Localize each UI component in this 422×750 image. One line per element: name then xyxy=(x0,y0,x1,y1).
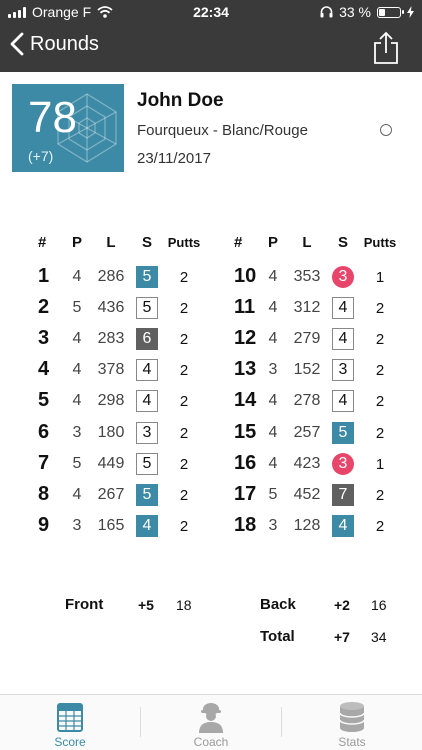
hole-score[interactable]: 3 xyxy=(332,359,354,381)
hole-length: 312 xyxy=(293,299,321,317)
back-label: Rounds xyxy=(30,32,99,55)
nav-bar xyxy=(0,24,422,72)
tab-score-label: Score xyxy=(54,735,86,749)
hole-score[interactable]: 5 xyxy=(136,484,158,506)
hole-length: 283 xyxy=(97,330,125,348)
front-label: Front xyxy=(65,596,104,613)
hole-putts: 2 xyxy=(375,393,385,411)
player-name: John Doe xyxy=(137,90,224,111)
hole-putts: 2 xyxy=(179,424,189,442)
hole-putts: 2 xyxy=(179,517,189,535)
hole-par: 4 xyxy=(72,330,82,348)
total-putts: 34 xyxy=(371,629,387,645)
hole-number: 15 xyxy=(234,420,257,443)
back-label: Back xyxy=(260,596,296,613)
course-name: Fourqueux - Blanc/Rouge xyxy=(137,122,308,139)
hole-score[interactable]: 7 xyxy=(332,484,354,506)
chevron-left-icon xyxy=(10,32,24,56)
hole-par: 3 xyxy=(268,516,278,534)
hole-par: 4 xyxy=(72,485,82,503)
hole-score[interactable]: 3 xyxy=(136,422,158,444)
hole-score[interactable]: 4 xyxy=(136,390,158,412)
hole-number: 7 xyxy=(38,451,50,474)
hole-length: 128 xyxy=(293,516,321,534)
col-header-par: P xyxy=(71,234,82,251)
hole-length: 449 xyxy=(97,454,125,472)
battery-percent: 33 % xyxy=(339,4,371,20)
hole-par: 3 xyxy=(72,423,82,441)
hole-putts: 2 xyxy=(375,331,385,349)
hole-score[interactable]: 3 xyxy=(332,453,354,475)
col-header-score: S xyxy=(141,234,152,251)
tab-coach[interactable] xyxy=(141,695,281,750)
round-select-radio[interactable] xyxy=(380,124,392,136)
round-total-score: 78 xyxy=(28,93,77,142)
hole-score[interactable]: 5 xyxy=(332,422,354,444)
col-header-putts: Putts xyxy=(167,235,201,250)
share-icon[interactable] xyxy=(372,31,400,65)
tab-stats[interactable] xyxy=(282,695,422,750)
headphones-icon xyxy=(320,6,333,18)
total-diff: +7 xyxy=(334,629,350,645)
hole-par: 3 xyxy=(268,361,278,379)
hole-par: 4 xyxy=(72,361,82,379)
hole-number: 8 xyxy=(38,482,50,505)
back-diff: +2 xyxy=(334,597,350,613)
back-button[interactable] xyxy=(10,32,99,56)
hole-score[interactable]: 3 xyxy=(332,266,354,288)
col-header-par: P xyxy=(267,234,278,251)
hole-number: 14 xyxy=(234,389,257,412)
hole-score[interactable]: 4 xyxy=(332,390,354,412)
carrier-name: Orange F xyxy=(32,4,92,20)
hole-length: 279 xyxy=(293,330,321,348)
col-header-length: L xyxy=(106,234,116,251)
hole-number: 16 xyxy=(234,451,257,474)
col-header-hole: # xyxy=(38,234,47,251)
hole-putts: 1 xyxy=(375,455,385,473)
battery-icon xyxy=(377,7,401,18)
hole-par: 4 xyxy=(268,268,278,285)
hole-par: 4 xyxy=(268,454,278,472)
hole-putts: 2 xyxy=(179,331,189,349)
col-header-length: L xyxy=(302,234,312,251)
hole-score[interactable]: 5 xyxy=(136,266,158,288)
tab-score[interactable] xyxy=(0,695,140,750)
total-label: Total xyxy=(260,628,295,645)
tab-bar xyxy=(0,694,422,750)
hole-putts: 2 xyxy=(179,486,189,504)
scorecard-icon xyxy=(55,701,85,733)
hole-length: 152 xyxy=(293,361,321,379)
hole-number: 1 xyxy=(38,265,50,287)
hole-length: 452 xyxy=(293,485,321,503)
charging-icon xyxy=(407,6,414,18)
round-score-tile xyxy=(12,84,124,172)
front-diff: +5 xyxy=(138,597,154,613)
hole-number: 9 xyxy=(38,513,50,536)
hole-putts: 2 xyxy=(375,424,385,442)
hole-putts: 2 xyxy=(179,455,189,473)
hole-par: 4 xyxy=(268,423,278,441)
col-header-hole: # xyxy=(234,234,243,251)
hole-putts: 2 xyxy=(375,300,385,318)
hole-number: 2 xyxy=(38,296,50,319)
coach-icon xyxy=(196,701,226,733)
hole-number: 6 xyxy=(38,420,50,443)
hole-par: 4 xyxy=(72,392,82,410)
hole-score[interactable]: 5 xyxy=(136,297,158,319)
hole-par: 4 xyxy=(72,268,82,285)
status-right xyxy=(320,4,414,20)
hole-length: 165 xyxy=(97,516,125,534)
hole-par: 5 xyxy=(268,485,278,503)
front-putts: 18 xyxy=(176,597,192,613)
hole-score[interactable]: 4 xyxy=(332,328,354,350)
hole-par: 5 xyxy=(72,299,82,317)
hole-length: 298 xyxy=(97,392,125,410)
hole-score[interactable]: 4 xyxy=(332,297,354,319)
hole-par: 5 xyxy=(72,454,82,472)
database-icon xyxy=(337,701,367,733)
hole-putts: 2 xyxy=(179,300,189,318)
hole-length: 353 xyxy=(293,268,321,285)
hole-length: 423 xyxy=(293,454,321,472)
col-header-score: S xyxy=(337,234,348,251)
round-score-diff: (+7) xyxy=(28,148,54,164)
hole-score[interactable]: 5 xyxy=(136,453,158,475)
back-putts: 16 xyxy=(371,597,387,613)
hole-par: 4 xyxy=(268,299,278,317)
hole-length: 257 xyxy=(293,423,321,441)
hole-score[interactable]: 4 xyxy=(332,515,354,537)
hole-length: 436 xyxy=(97,299,125,317)
hole-putts: 2 xyxy=(375,362,385,380)
hole-score[interactable]: 6 xyxy=(136,328,158,350)
hole-putts: 2 xyxy=(179,269,189,286)
hole-number: 12 xyxy=(234,327,257,350)
hole-score[interactable]: 4 xyxy=(136,515,158,537)
hole-number: 17 xyxy=(234,482,257,505)
status-bar xyxy=(0,0,422,24)
hole-length: 378 xyxy=(97,361,125,379)
hole-par: 4 xyxy=(268,392,278,410)
hole-putts: 2 xyxy=(179,362,189,380)
hole-par: 4 xyxy=(268,330,278,348)
hole-putts: 2 xyxy=(375,517,385,535)
hole-number: 3 xyxy=(38,327,50,350)
hole-length: 267 xyxy=(97,485,125,503)
hole-number: 18 xyxy=(234,513,257,536)
hole-number: 10 xyxy=(234,265,257,287)
col-header-putts: Putts xyxy=(363,235,397,250)
hole-putts: 2 xyxy=(179,393,189,411)
round-date: 23/11/2017 xyxy=(137,150,211,167)
tab-stats-label: Stats xyxy=(338,735,366,749)
hole-length: 278 xyxy=(293,392,321,410)
hole-score[interactable]: 4 xyxy=(136,359,158,381)
hole-number: 13 xyxy=(234,358,257,381)
status-time: 22:34 xyxy=(193,4,229,20)
hole-putts: 2 xyxy=(375,486,385,504)
hole-length: 286 xyxy=(97,268,125,285)
hole-putts: 1 xyxy=(375,269,385,286)
hole-par: 3 xyxy=(72,516,82,534)
hole-number: 11 xyxy=(234,296,256,319)
hole-number: 4 xyxy=(38,358,50,381)
hole-length: 180 xyxy=(97,423,125,441)
tab-coach-label: Coach xyxy=(193,735,229,749)
hole-number: 5 xyxy=(38,389,50,412)
